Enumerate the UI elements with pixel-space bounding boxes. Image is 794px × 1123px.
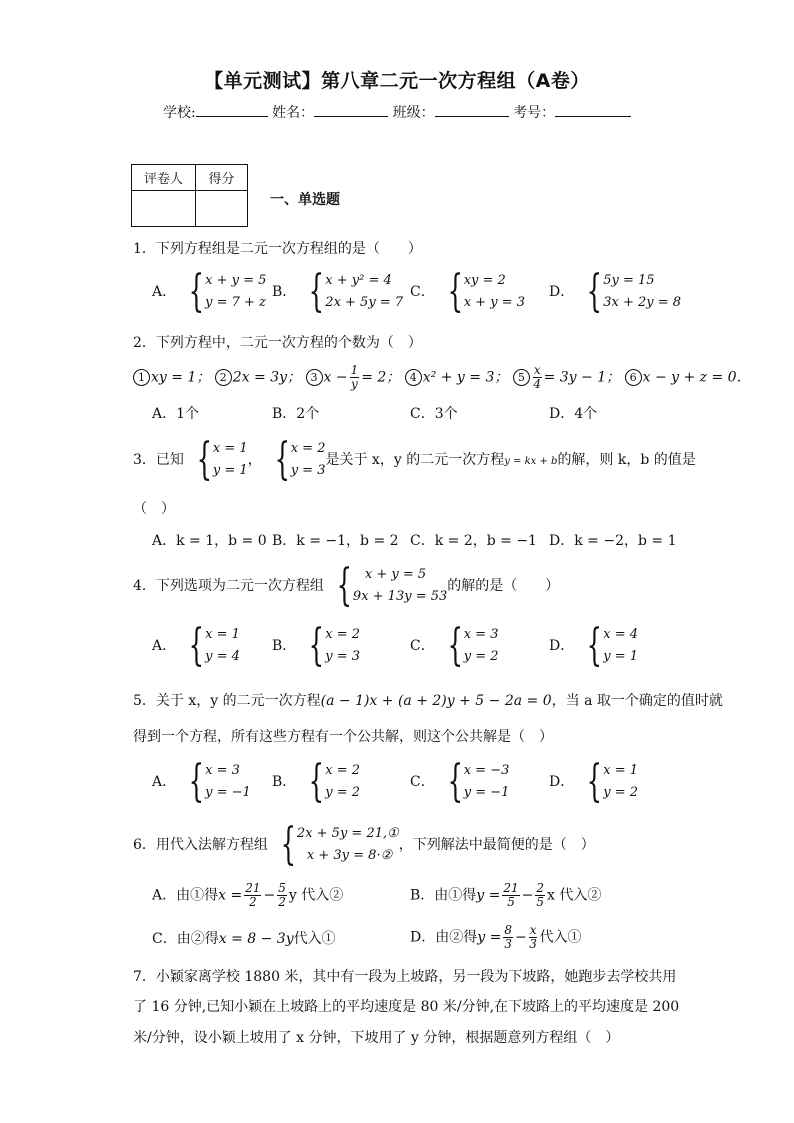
section-heading: 一、单选题 [270, 192, 340, 208]
q5-option-d[interactable]: D． { x = 1 y = 2 [549, 756, 639, 807]
q3-post-text: 的解，则 k，b 的值是 [557, 452, 696, 468]
q2-option-a[interactable]: A．1个 [152, 406, 200, 422]
q5-stem-line2: 得到一个方程，所有这些方程有一个公共解，则这个公共解是（ ） [133, 729, 553, 745]
score-header: 得分 [196, 165, 248, 191]
option-label: D． [549, 774, 575, 790]
option-text: A．由①得 [152, 887, 219, 904]
eq-row: 3x + 2y = 8 [603, 295, 682, 310]
q4-stem: 4．下列选项为二元一次方程组 { x + y = 5 9x + 13y = 53 的解的是（ ） [133, 560, 560, 611]
eq-row: x = 3 [205, 763, 240, 778]
fraction [277, 882, 287, 909]
numerator: 2 [536, 881, 545, 895]
q6-post-text: ，下列解法中最简便的是（ ） [398, 837, 595, 853]
option-text: x 代入② [547, 887, 602, 904]
name-label: 姓名： [272, 105, 315, 121]
circled-number: 3 [306, 369, 323, 386]
q3-stem: 3．已知 { x = 1 y = 1 ， { x = 2 y = 3 是关于 x，y 的二元一次方程y = kx + b的解，则 k，b 的值是 [133, 434, 696, 485]
q7-stem-line3: 米/分钟，设小颖上坡用了 x 分钟，下坡用了 y 分钟，根据题意列方程组（ ） [133, 1030, 620, 1046]
eq-row: x + y² = 4 [325, 273, 392, 288]
circled-number: 6 [625, 369, 642, 386]
equation: x − y + z = 0． [642, 369, 751, 386]
denominator: 3 [504, 937, 512, 951]
option-text: C．由②得 [152, 931, 219, 947]
numerator: x [529, 923, 537, 937]
q5-stem-line1 [133, 690, 723, 710]
eq-row: y = 3 [325, 649, 361, 664]
numerator: x [533, 363, 541, 377]
score-table [131, 164, 248, 227]
option-label: D． [549, 284, 575, 300]
eq-row: y = 2 [463, 649, 499, 664]
eq-row: y = 2 [603, 785, 639, 800]
option-text: y 代入② [288, 887, 344, 904]
option-label: C． [410, 284, 435, 300]
denominator: 3 [529, 937, 537, 951]
denominator: y [351, 377, 358, 391]
denominator: 5 [507, 895, 515, 909]
q1-stem: 1．下列方程组是二元一次方程组的是（ ） [133, 241, 422, 257]
q5-text: ，当 a 取一个确定的值时就 [551, 693, 723, 709]
q3-option-d[interactable]: D．k = −2，b = 1 [549, 533, 677, 549]
q5-text: 5．关于 x，y 的二元一次方程 [133, 693, 321, 709]
denominator: 5 [536, 895, 545, 909]
eq-row: xy = 2 [463, 273, 506, 288]
option-label: A． [152, 638, 177, 654]
option-text: 代入① [293, 931, 336, 947]
q3-pre-text: 3．已知 [133, 452, 184, 468]
fraction [529, 924, 538, 951]
student-info-line [163, 102, 631, 122]
circled-number: 5 [513, 369, 530, 386]
q1-option-a[interactable]: A． { x + y = 5 y = 7 + z [152, 266, 267, 317]
eq-row: x = −3 [463, 763, 510, 778]
page-title: 【单元测试】第八章二元一次方程组（A卷） [204, 70, 590, 92]
denominator: 2 [278, 895, 286, 909]
option-label: B． [272, 284, 297, 300]
numerator: 8 [504, 923, 512, 937]
eq-row: y = 2 [325, 785, 361, 800]
q7-stem-line2: 了 16 分钟,已知小颖在上坡路上的平均速度是 80 米/分钟,在下坡路上的平均速度是 200 [133, 999, 680, 1015]
option-label: A． [152, 284, 177, 300]
denominator: 4 [533, 377, 542, 391]
eq-row: x = 2 [290, 441, 326, 456]
q1-option-d[interactable]: D． { 5y = 15 3x + 2y = 8 [549, 266, 682, 317]
fraction [503, 924, 513, 951]
fraction [350, 364, 360, 391]
eq-row: 2x + 5y = 7 [325, 295, 404, 310]
fraction [535, 882, 545, 909]
q7-stem-line1: 7．小颖家离学校 1880 米，其中有一段为上坡路，另一段为下坡路，她跑步去学校共用 [133, 969, 677, 985]
option-label: C． [410, 638, 435, 654]
eq-row: 9x + 13y = 53 [352, 589, 448, 604]
q5-option-a[interactable]: A． { x = 3 y = −1 [152, 756, 251, 807]
q4-option-c[interactable]: C． { x = 3 y = 2 [410, 620, 499, 671]
denominator: 2 [249, 895, 257, 909]
eq-row: x = 1 [205, 627, 240, 642]
q5-option-c[interactable]: C． { x = −3 y = −1 [410, 756, 510, 807]
exam-number-label: 考号： [513, 105, 556, 121]
option-text: 代入① [539, 929, 582, 946]
school-label: 学校: [163, 105, 196, 121]
comma: ， [247, 452, 262, 468]
q2-option-d[interactable]: D．4个 [549, 406, 598, 422]
q1-option-c[interactable]: C． { xy = 2 x + y = 3 [410, 266, 525, 317]
exam-number-blank[interactable] [555, 102, 631, 117]
eq-row: x = 3 [463, 627, 499, 642]
eq-row: x = 1 [603, 763, 638, 778]
option-text: B．由①得 [410, 887, 477, 904]
q5-option-b[interactable]: B． { x = 2 y = 2 [272, 756, 361, 807]
eq-row: y = 3 [290, 463, 326, 478]
q4-option-a[interactable]: A． { x = 1 y = 4 [152, 620, 240, 671]
equation: = 2； [361, 369, 401, 386]
option-label: D． [549, 638, 575, 654]
eq-row: 5y = 15 [603, 273, 655, 288]
q3-option-c[interactable]: C．k = 2，b = −1 [410, 533, 537, 549]
q3-option-b[interactable]: B．k = −1，b = 2 [272, 533, 399, 549]
q4-option-d[interactable]: D． { x = 4 y = 1 [549, 620, 639, 671]
equation: 2x = 3y； [232, 369, 302, 386]
fraction [502, 882, 519, 909]
eq-row: x + y = 5 [205, 273, 267, 288]
equation: (a − 1)x + (a + 2)y + 5 − 2a = 0 [320, 693, 552, 709]
class-blank[interactable] [435, 102, 509, 117]
q4-option-b[interactable]: B． { x = 2 y = 3 [272, 620, 361, 671]
eq-row: x + y = 5 [364, 567, 427, 582]
q6-option-c[interactable] [152, 928, 336, 948]
eq-row: y = −1 [463, 785, 510, 800]
option-label: B． [272, 638, 297, 654]
q6-option-a[interactable] [152, 882, 343, 909]
q1-option-b[interactable]: B． { x + y² = 4 2x + 5y = 7 [272, 266, 404, 317]
grader-cell[interactable] [132, 191, 196, 227]
eq-row: y = 1 [212, 463, 248, 478]
name-blank[interactable] [314, 102, 388, 117]
option-text: D．由②得 [410, 929, 478, 946]
q3-answer-paren: （ ） [133, 501, 175, 517]
eq-row: x = 2 [325, 763, 361, 778]
eq-row: x + 3y = 8·② [306, 848, 393, 863]
q3-mid-text: 是关于 x，y 的二元一次方程 [325, 452, 505, 468]
eq-row: x = 2 [325, 627, 361, 642]
q2-option-c[interactable]: C．3个 [410, 406, 458, 422]
circled-number: 4 [405, 369, 422, 386]
q3-option-a[interactable]: A．k = 1，b = 0 [152, 533, 267, 549]
option-label: A． [152, 774, 177, 790]
equation: x − [323, 369, 348, 386]
q6-option-b[interactable] [410, 882, 601, 909]
score-cell[interactable] [196, 191, 248, 227]
eq-row: y = 1 [603, 649, 639, 664]
equation: xy = 1； [151, 369, 211, 386]
q6-stem: 6．用代入法解方程组 { 2x + 5y = 21,① x + 3y = 8·② ，下列解法中最简便的是（ ） [133, 819, 595, 870]
equation: y = [476, 887, 501, 904]
equation: = 3y − 1； [543, 369, 621, 386]
q4-pre-text: 4．下列选项为二元一次方程组 [133, 578, 324, 594]
operator: − [514, 929, 527, 946]
numerator: 21 [245, 881, 261, 895]
equation: x = 8 − 3y [218, 931, 294, 947]
class-label: 班级： [392, 105, 435, 121]
eq-row: x + y = 3 [463, 295, 525, 310]
q2-option-b[interactable]: B．2个 [272, 406, 320, 422]
school-blank[interactable] [196, 102, 268, 117]
grader-header: 评卷人 [132, 165, 196, 191]
q2-stem: 2．下列方程中，二元一次方程的个数为（ ） [133, 335, 422, 351]
numerator: 21 [503, 881, 519, 895]
eq-row: y = 4 [205, 649, 240, 664]
equation: x = [218, 887, 243, 904]
circled-number: 1 [133, 369, 150, 386]
fraction [244, 882, 261, 909]
q4-post-text: 的解的是（ ） [447, 578, 560, 594]
q2-equation-list [133, 364, 751, 391]
option-label: C． [410, 774, 435, 790]
circled-number: 2 [215, 369, 232, 386]
q6-option-d[interactable] [410, 924, 581, 951]
operator: − [263, 887, 276, 904]
eq-row: 2x + 5y = 21,① [296, 826, 399, 841]
numerator: 1 [350, 363, 359, 377]
option-label: B． [272, 774, 297, 790]
operator: − [521, 887, 534, 904]
equation: x² + y = 3； [422, 369, 509, 386]
eq-row: y = 7 + z [205, 295, 266, 310]
eq-row: x = 1 [212, 441, 248, 456]
q6-pre-text: 6．用代入法解方程组 [133, 837, 268, 853]
equation: y = [477, 929, 502, 946]
equation: y = kx + b [504, 456, 558, 467]
eq-row: y = −1 [205, 785, 251, 800]
fraction [533, 364, 542, 391]
numerator: 5 [278, 881, 286, 895]
eq-row: x = 4 [603, 627, 638, 642]
